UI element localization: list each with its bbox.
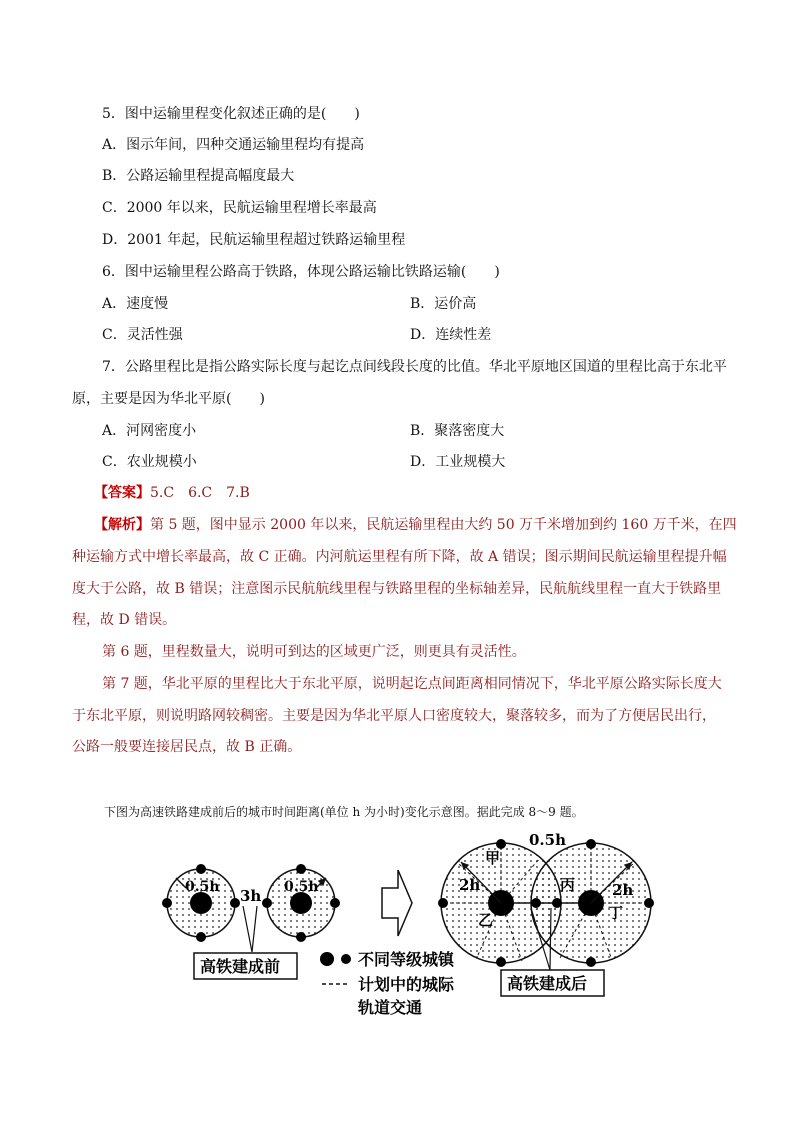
q7-option-a: A．河网密度小 — [102, 423, 197, 439]
legend-rail-2: 轨道交通 — [358, 998, 423, 1017]
after-radius-label-right: 2h — [612, 881, 634, 899]
caption-pointer — [243, 906, 252, 952]
analysis-line3: 度大于公路，故 B 错误；注意图示民航航线里程与铁路里程的坐标轴差异，民航航线里程一直大于铁路里 — [72, 581, 722, 597]
town-minor — [230, 898, 240, 908]
town-minor — [496, 839, 506, 849]
before-right-zone — [262, 864, 340, 942]
town-minor — [196, 932, 206, 942]
q7-option-b: B．聚落密度大 — [410, 423, 505, 439]
town-minor — [196, 864, 206, 874]
town-minor — [262, 898, 272, 908]
analysis-tag: 【解析】 — [94, 517, 150, 533]
answer-text: 5.C 6.C 7.B — [150, 485, 250, 501]
answer-line — [94, 483, 250, 503]
q6-stem: 6．图中运输里程公路高于铁路，体现公路运输比铁路运输( ) — [102, 264, 500, 280]
q6-option-a: A．速度慢 — [102, 296, 169, 312]
legend — [320, 950, 455, 1017]
before-distance-label: 3h — [240, 887, 262, 905]
analysis-text-1: 第 5 题，图中显示 2000 年以来，民航运输里程由大约 50 万千米增加到约 160 万千米，在四 — [150, 517, 737, 533]
label-ding: 丁 — [608, 904, 624, 922]
q7-stem-line2: 原，主要是因为华北平原( ) — [72, 391, 265, 407]
after-caption: 高铁建成后 — [507, 974, 588, 993]
caption-pointer — [252, 906, 257, 952]
before-radius-label-left: 0.5h — [185, 879, 220, 895]
analysis-line2: 种运输方式中增长率最高，故 C 正确。内河航运里程有所下降，故 A 错误；图示期间民航运输里程提升幅 — [72, 549, 727, 565]
analysis-line4: 程，故 D 错误。 — [72, 612, 177, 628]
q5-option-b: B．公路运输里程提高幅度最大 — [102, 168, 295, 184]
legend-minor-town — [341, 954, 351, 964]
q5-option-c: C．2000 年以来，民航运输里程增长率最高 — [102, 200, 377, 216]
analysis-line7: 于东北平原，则说明路网较稠密。主要是因为华北平原人口密度较大，聚落较多，而为了方便居民出行， — [72, 708, 716, 724]
q7-stem-line1: 7．公路里程比是指公路实际长度与起讫点间线段长度的比值。华北平原地区国道的里程比高于东北平 — [102, 359, 727, 375]
town-minor — [586, 957, 596, 967]
label-jia: 甲 — [485, 849, 501, 867]
town-minor — [162, 898, 172, 908]
rail-time-distance-diagram — [0, 820, 794, 1030]
analysis-line6: 第 7 题，华北平原的里程比大于东北平原，说明起讫点间距离相同情况下，华北平原公路实际长度大 — [102, 676, 722, 692]
town-minor — [496, 957, 506, 967]
town-major — [290, 892, 312, 914]
analysis-line1 — [94, 515, 737, 535]
figure-intro: 下图为高速铁路建成前后的城市时间距离(单位 h 为小时)变化示意图。据此完成 8～9 题。 — [104, 805, 584, 819]
answer-tag: 【答案】 — [94, 485, 150, 501]
town-minor — [296, 932, 306, 942]
legend-major-town — [320, 952, 334, 966]
town-minor — [531, 898, 541, 908]
town-minor — [552, 898, 562, 908]
q6-option-b: B．运价高 — [410, 296, 477, 312]
label-bing: 丙 — [560, 876, 576, 894]
q6-option-c: C．灵活性强 — [102, 327, 183, 343]
q7-option-d: D．工业规模大 — [410, 454, 506, 470]
q5-stem: 5．图中运输里程变化叙述正确的是( ) — [102, 106, 360, 122]
analysis-line8: 公路一般要连接居民点，故 B 正确。 — [72, 739, 302, 755]
town-minor — [296, 864, 306, 874]
town-minor — [586, 839, 596, 849]
town-major — [190, 892, 212, 914]
q5-option-a: A．图示年间，四种交通运输里程均有提高 — [102, 137, 365, 153]
before-left-zone — [162, 864, 240, 942]
transition-arrow-icon — [382, 870, 412, 936]
town-minor — [438, 898, 448, 908]
legend-rail-1: 计划中的城际 — [358, 975, 455, 994]
legend-towns: 不同等级城镇 — [358, 950, 455, 969]
town-minor — [644, 898, 654, 908]
before-radius-label-right: 0.5h — [284, 879, 319, 895]
q7-option-c: C．农业规模小 — [102, 454, 197, 470]
town-minor — [330, 898, 340, 908]
q5-option-d: D．2001 年起，民航运输里程超过铁路运输里程 — [102, 232, 406, 248]
after-zones — [438, 831, 654, 967]
label-yi: 乙 — [478, 911, 494, 929]
after-top-label: 0.5h — [529, 831, 567, 849]
q6-option-d: D．连续性差 — [410, 327, 492, 343]
analysis-line5: 第 6 题，里程数量大，说明可到达的区域更广泛，则更具有灵活性。 — [102, 644, 526, 660]
after-radius-label-left: 2h — [459, 876, 481, 894]
before-caption: 高铁建成前 — [200, 957, 281, 976]
